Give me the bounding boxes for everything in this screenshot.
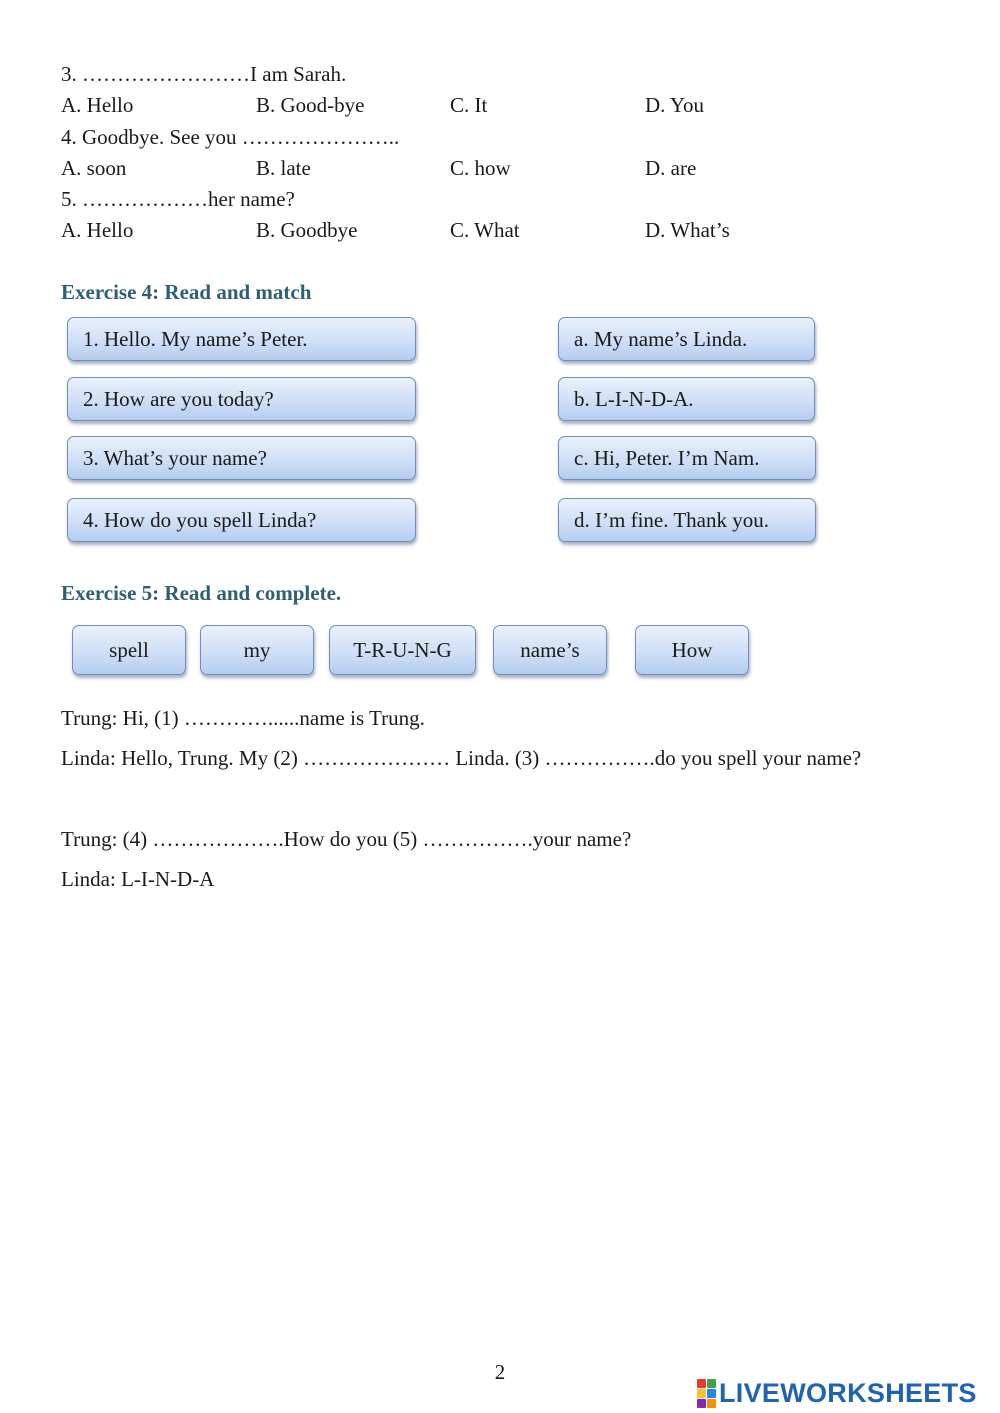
question-stem: 4. Goodbye. See you ………………….. [61, 125, 400, 149]
match-right-d[interactable]: d. I’m fine. Thank you. [558, 498, 816, 542]
option-d[interactable]: D. are [645, 156, 697, 180]
dialog-line-2: Linda: Hello, Trung. My (2) ………………… Linda. (3) …………….do you spell your name? [61, 746, 862, 770]
word-box-how[interactable]: How [635, 625, 749, 675]
dialog-line-4: Linda: L-I-N-D-A [61, 867, 215, 891]
logo-square-icon [697, 1399, 706, 1408]
word-box-my[interactable]: my [200, 625, 314, 675]
exercise-5-title: Exercise 5: Read and complete. [61, 581, 342, 605]
logo-square-icon [697, 1389, 706, 1398]
liveworksheets-logo[interactable] [697, 1377, 977, 1409]
match-right-b[interactable]: b. L-I-N-D-A. [558, 377, 815, 421]
brand-name: LIVEWORKSHEETS [719, 1377, 977, 1408]
word-box-names[interactable]: name’s [493, 625, 607, 675]
word-box-spell[interactable]: spell [72, 625, 186, 675]
option-a[interactable]: A. Hello [61, 93, 134, 117]
exercise-4-title: Exercise 4: Read and match [61, 280, 312, 304]
word-box-trung[interactable]: T-R-U-N-G [329, 625, 476, 675]
dialog-line-1: Trung: Hi, (1) …………......name is Trung. [61, 706, 425, 730]
option-b[interactable]: B. late [256, 156, 311, 180]
match-left-4[interactable]: 4. How do you spell Linda? [67, 498, 416, 542]
logo-square-icon [707, 1399, 716, 1408]
match-left-2[interactable]: 2. How are you today? [67, 377, 416, 421]
liveworksheets-logo-icon [697, 1379, 716, 1408]
option-b[interactable]: B. Good-bye [256, 93, 365, 117]
match-left-3[interactable]: 3. What’s your name? [67, 436, 416, 480]
logo-square-icon [707, 1389, 716, 1398]
option-a[interactable]: A. Hello [61, 218, 134, 242]
logo-square-icon [697, 1379, 706, 1388]
option-c[interactable]: C. What [450, 218, 520, 242]
logo-square-icon [707, 1379, 716, 1388]
option-a[interactable]: A. soon [61, 156, 127, 180]
page-number: 2 [494, 1360, 506, 1384]
option-d[interactable]: D. You [645, 93, 704, 117]
dialog-line-3: Trung: (4) ……………….How do you (5) …………….your name? [61, 827, 632, 851]
match-left-1[interactable]: 1. Hello. My name’s Peter. [67, 317, 416, 361]
match-right-c[interactable]: c. Hi, Peter. I’m Nam. [558, 436, 816, 480]
question-stem: 3. ……………………I am Sarah. [61, 62, 347, 86]
match-right-a[interactable]: a. My name’s Linda. [558, 317, 815, 361]
question-stem: 5. ………………her name? [61, 187, 295, 211]
option-d[interactable]: D. What’s [645, 218, 730, 242]
option-c[interactable]: C. how [450, 156, 511, 180]
option-b[interactable]: B. Goodbye [256, 218, 358, 242]
option-c[interactable]: C. It [450, 93, 488, 117]
